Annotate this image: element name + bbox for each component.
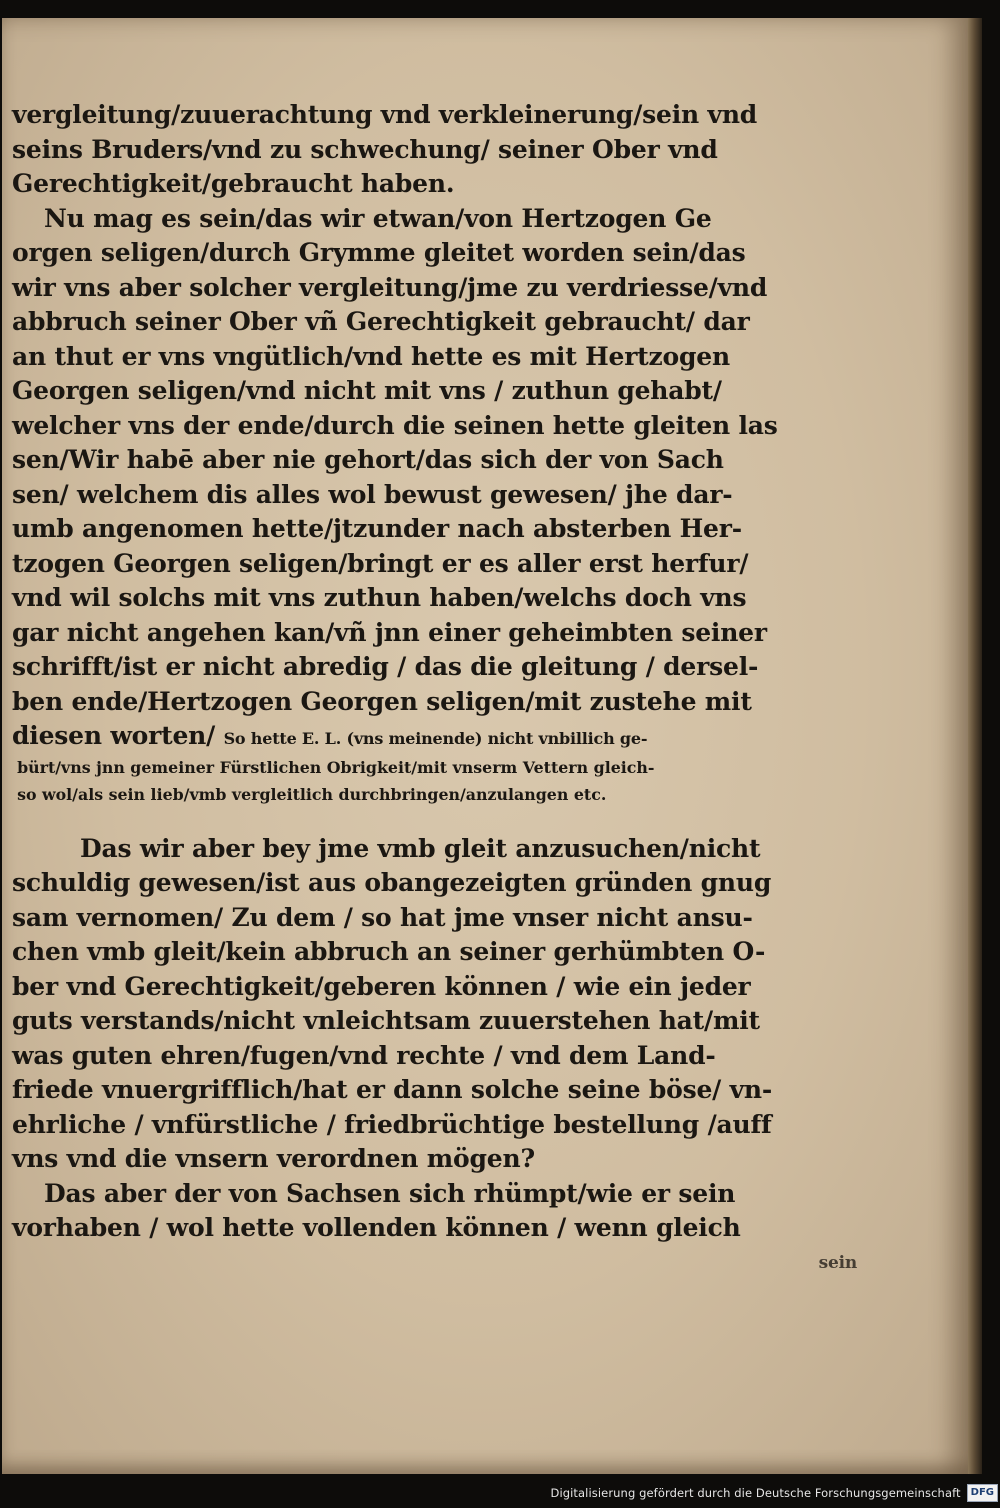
text-line: friede vnuergrifflich/hat er dann solche seine böse/ vn- bbox=[12, 1075, 773, 1104]
text-line: ben ende/Hertzogen Georgen seligen/mit zustehe mit bbox=[12, 686, 752, 716]
text-line: guts verstands/nicht vnleichtsam zuuerstehen hat/mit bbox=[12, 1006, 760, 1035]
page-edge bbox=[968, 18, 982, 1474]
text-line: sen/ welchem dis alles wol bewust gewesen/ jhe dar- bbox=[12, 479, 733, 509]
text-line: Nu mag es sein/das wir etwan/von Hertzogen Ge bbox=[44, 203, 712, 233]
text-line: sen/Wir habē aber nie gehort/das sich der von Sach bbox=[12, 445, 724, 474]
text-line: welcher vns der ende/durch die seinen hette gleiten las bbox=[12, 410, 778, 440]
quoted-note-line: bürt/vns jnn gemeiner Fürstlichen Obrigkeit/mit vnserm Vettern gleich- bbox=[17, 757, 655, 777]
text-line: ehrliche / vnfürstliche / friedbrüchtige bestellung /auff bbox=[12, 1109, 772, 1139]
quoted-note-line: so wol/als sein lieb/vmb vergleitlich durchbringen/anzulangen etc. bbox=[17, 784, 607, 804]
footer-text: Digitalisierung gefördert durch die Deutsche Forschungsgemeinschaft bbox=[550, 1486, 961, 1500]
text-line: vnd wil solchs mit vns zuthun haben/welchs doch vns bbox=[12, 583, 747, 612]
text-line: vorhaben / wol hette vollenden können / wenn gleich bbox=[12, 1213, 741, 1242]
text-line: vergleitung/zuuerachtung vnd verkleinerung/sein vnd bbox=[12, 100, 758, 129]
text-line: ber vnd Gerechtigkeit/geberen können / wie ein jeder bbox=[12, 971, 751, 1001]
text-line: gar nicht angehen kan/vñ jnn einer geheimbten seiner bbox=[12, 617, 767, 647]
text-line: an thut er vns vngütlich/vnd hette es mit Hertzogen bbox=[12, 341, 730, 371]
text-line: Georgen seligen/vnd nicht mit vns / zuthun gehabt/ bbox=[12, 376, 722, 405]
text-line: vns vnd die vnsern verordnen mögen? bbox=[12, 1144, 535, 1173]
text-line: diesen worten/ So hette E. L. (vns meinende) nicht vnbillich ge- bbox=[12, 721, 648, 750]
text-line: Das wir aber bey jme vmb gleit anzusuchen/nicht bbox=[80, 833, 761, 863]
footer-credit bbox=[550, 1482, 998, 1504]
text-line: seins Bruders/vnd zu schwechung/ seiner Ober vnd bbox=[12, 134, 718, 164]
text-line: sam vernomen/ Zu dem / so hat jme vnser nicht ansu- bbox=[12, 902, 753, 932]
text-line: was guten ehren/fugen/vnd rechte / vnd dem Land- bbox=[12, 1040, 716, 1070]
paragraph-gap bbox=[12, 808, 857, 832]
text-line: schrifft/ist er nicht abredig / das die gleitung / dersel- bbox=[12, 652, 759, 681]
text-line: chen vmb gleit/kein abbruch an seiner gerhümbten O- bbox=[12, 937, 766, 966]
text-line: tzogen Georgen seligen/bringt er es aller erst herfur/ bbox=[12, 548, 749, 578]
text-line: orgen seligen/durch Grymme gleitet worden sein/das bbox=[12, 238, 746, 267]
text-line: Gerechtigkeit/gebraucht haben. bbox=[12, 169, 455, 198]
dfg-logo: DFG bbox=[967, 1484, 998, 1502]
text-line: schuldig gewesen/ist aus obangezeigten gründen gnug bbox=[12, 868, 772, 897]
page-text bbox=[12, 98, 857, 1280]
text-line: abbruch seiner Ober vñ Gerechtigkeit gebraucht/ dar bbox=[12, 307, 750, 336]
text-line: umb angenomen hette/jtzunder nach absterben Her- bbox=[12, 514, 742, 543]
text-line: wir vns aber solcher vergleitung/jme zu verdriesse/vnd bbox=[12, 272, 768, 302]
text-line: Das aber der von Sachsen sich rhümpt/wie er sein bbox=[44, 1178, 736, 1208]
catchword: sein bbox=[818, 1252, 857, 1273]
